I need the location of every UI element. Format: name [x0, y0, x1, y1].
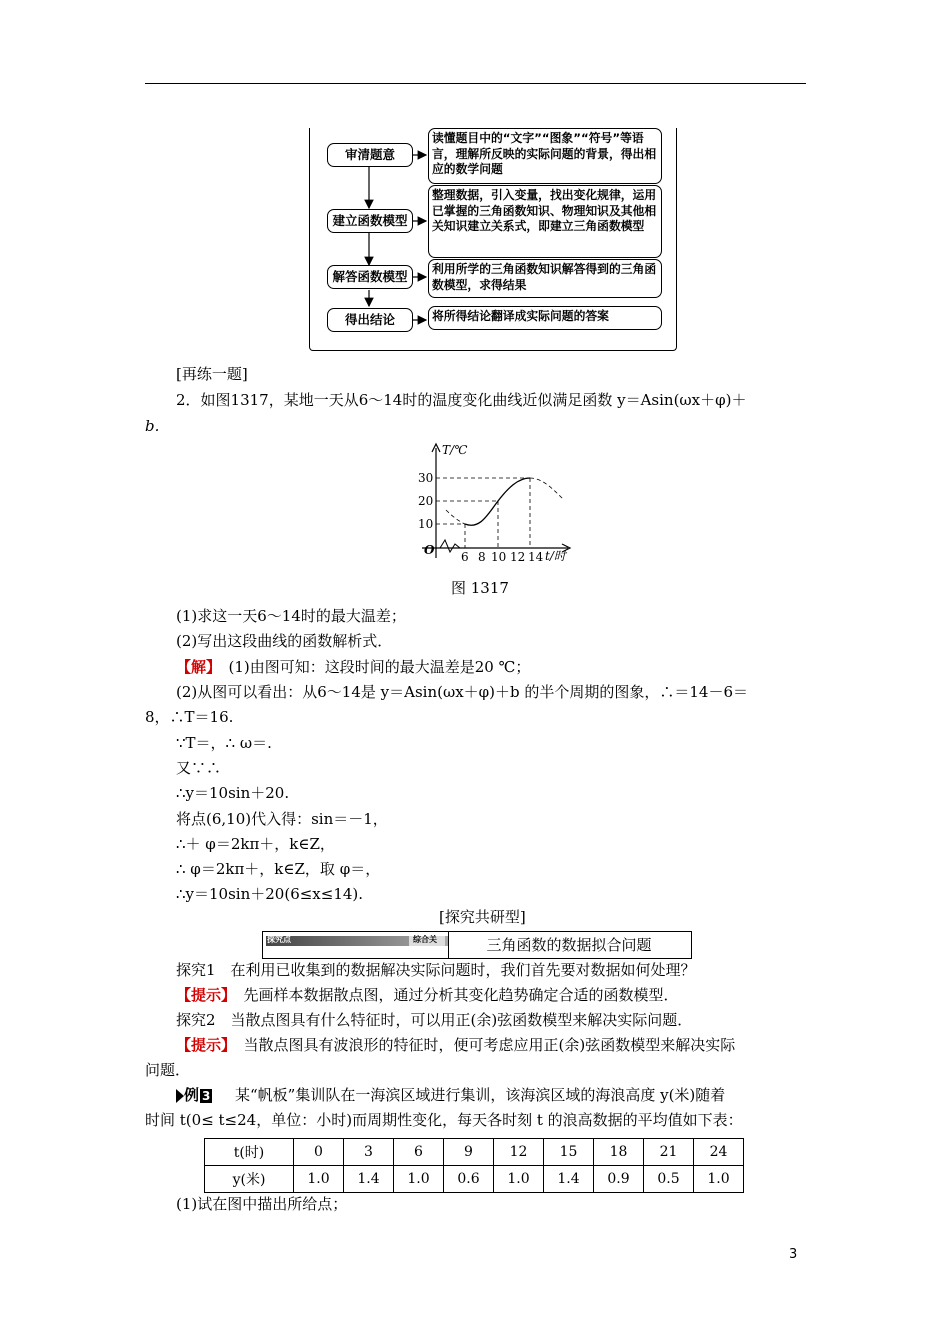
flow-step-4: 得出结论	[327, 308, 413, 332]
table-cell: 21	[644, 1139, 694, 1166]
solution-text-1: (1)由图可知：这段时间的最大温差是20 ℃；	[213, 658, 531, 676]
table-cell: 0.6	[444, 1166, 494, 1193]
flow-step-1: 审清题意	[327, 143, 413, 167]
xtick-12: 12	[510, 550, 526, 564]
flow-desc-1: 读懂题目中的“文字”“图象”“符号”等语言，理解所反映的实际问题的背景，得出相应的数学问题	[428, 128, 662, 184]
solution-line-10: ∴y＝10sin＋20(6≤x≤14).	[176, 885, 364, 903]
table-cell: 6	[394, 1139, 444, 1166]
question-2: (2)写出这段曲线的函数解析式．	[176, 632, 393, 650]
hint-2	[176, 1035, 735, 1055]
hint-text-2: 当散点图具有波浪形的特征时，便可考虑应用正(余)弦函数模型来解决实际	[228, 1036, 736, 1054]
flow-desc-4: 将所得结论翻译成实际问题的答案	[428, 306, 662, 330]
page-number: 3	[789, 1247, 798, 1262]
practice-heading: [再练一题]	[176, 365, 248, 383]
solution-line-5: 又∵∴	[176, 759, 222, 777]
xtick-14: 14	[528, 550, 544, 564]
practice-question-line1: 2．如图1317，某地一天从6～14时的温度变化曲线近似满足函数 y＝Asin(ωx＋φ)＋	[176, 391, 747, 409]
ytick-20: 20	[418, 494, 434, 508]
explore-heading: [探究共研型]	[439, 908, 526, 926]
flow-desc-3: 利用所学的三角函数知识解答得到的三角函数模型，求得结果	[428, 259, 662, 298]
hint-2-cont: 问题．	[145, 1061, 191, 1079]
hint-text-1: 先画样本数据散点图，通过分析其变化趋势确定合适的函数模型．	[228, 986, 679, 1004]
figure-origin: O	[424, 543, 435, 557]
practice-question-line2: b.	[145, 417, 160, 435]
banner-label-left: 探究点	[267, 935, 291, 944]
example-line-2: 时间 t(0≤ t≤24，单位：小时)而周期性变化，每天各时刻 t 的浪高数据的平均值如下表：	[145, 1111, 743, 1129]
example-number: 3	[202, 1089, 211, 1103]
banner-title: 三角函数的数据拟合问题	[448, 932, 689, 958]
solution-line-8: ∴＋ φ＝2kπ＋，k∈Z，	[176, 835, 335, 853]
table-cell: 24	[694, 1139, 744, 1166]
solution-line-4: ∵T＝，∴ ω＝.	[176, 734, 272, 752]
table-cell: 1.0	[294, 1166, 344, 1193]
question-1: (1)求这一天6～14时的最大温差；	[176, 607, 406, 625]
table-cell: 12	[494, 1139, 544, 1166]
flow-desc-2: 整理数据，引入变量，找出变化规律，运用已掌握的三角函数知识、物理知识及其他相关知识建立关系式，即建立三角函数模型	[428, 185, 662, 258]
ytick-30: 30	[418, 471, 434, 485]
table-row	[205, 1166, 744, 1193]
figure-xlabel: t/时	[545, 549, 566, 563]
figure-ylabel: T/℃	[442, 443, 468, 457]
xtick-6: 6	[461, 550, 469, 564]
solution-line-1	[176, 657, 530, 677]
example-line-1: 某“帆板”集训队在一海滨区域进行集训，该海滨区域的海浪高度 y(米)随着	[235, 1086, 726, 1104]
triangle-icon	[176, 1089, 184, 1103]
table-cell: 9	[444, 1139, 494, 1166]
table-head-y: y(米)	[205, 1166, 294, 1193]
table-row	[205, 1139, 744, 1166]
table-head-t: t(时)	[205, 1139, 294, 1166]
table-cell: 3	[344, 1139, 394, 1166]
xtick-10: 10	[491, 550, 507, 564]
flow-step-3: 解答函数模型	[327, 265, 413, 289]
xtick-8: 8	[478, 550, 486, 564]
example-word: 例	[184, 1086, 200, 1104]
ytick-10: 10	[418, 517, 434, 531]
flow-step-2: 建立函数模型	[327, 209, 413, 233]
solution-line-7: 将点(6,10)代入得：sin＝－1，	[176, 810, 388, 828]
explore-2: 探究2 当散点图具有什么特征时，可以用正(余)弦函数模型来解决实际问题．	[176, 1011, 693, 1029]
section-banner	[262, 931, 692, 959]
figure-caption: 图 1317	[451, 579, 509, 597]
explore-1: 探究1 在利用已收集到的数据解决实际问题时，我们首先要对数据如何处理？	[176, 961, 696, 979]
hint-tag-1: 【提示】	[176, 986, 229, 1004]
table-cell: 15	[544, 1139, 594, 1166]
hint-tag-2: 【提示】	[176, 1036, 229, 1054]
table-cell: 1.4	[344, 1166, 394, 1193]
solution-line-9: ∴ φ＝2kπ＋，k∈Z，取 φ＝，	[176, 860, 381, 878]
example-badge	[176, 1084, 212, 1104]
banner-label-mid: 综合关	[413, 935, 437, 944]
table-cell: 1.0	[694, 1166, 744, 1193]
wave-height-table	[204, 1138, 744, 1193]
table-cell: 0	[294, 1139, 344, 1166]
table-cell: 0.9	[594, 1166, 644, 1193]
table-cell: 1.0	[494, 1166, 544, 1193]
table-cell: 1.4	[544, 1166, 594, 1193]
table-cell: 0.5	[644, 1166, 694, 1193]
temperature-figure	[400, 440, 590, 570]
solution-line-3: 8，∴T＝16.	[145, 708, 234, 726]
table-cell: 18	[594, 1139, 644, 1166]
hint-1	[176, 985, 679, 1005]
solution-line-2: (2)从图可以看出：从6～14是 y＝Asin(ωx＋φ)＋b 的半个周期的图象，∴＝14－6＝	[176, 683, 749, 701]
solution-line-6: ∴y＝10sin＋20.	[176, 784, 290, 802]
example-sub-1: (1)试在图中描出所给点；	[176, 1195, 348, 1213]
solution-tag: 【解】	[176, 658, 214, 676]
table-cell: 1.0	[394, 1166, 444, 1193]
